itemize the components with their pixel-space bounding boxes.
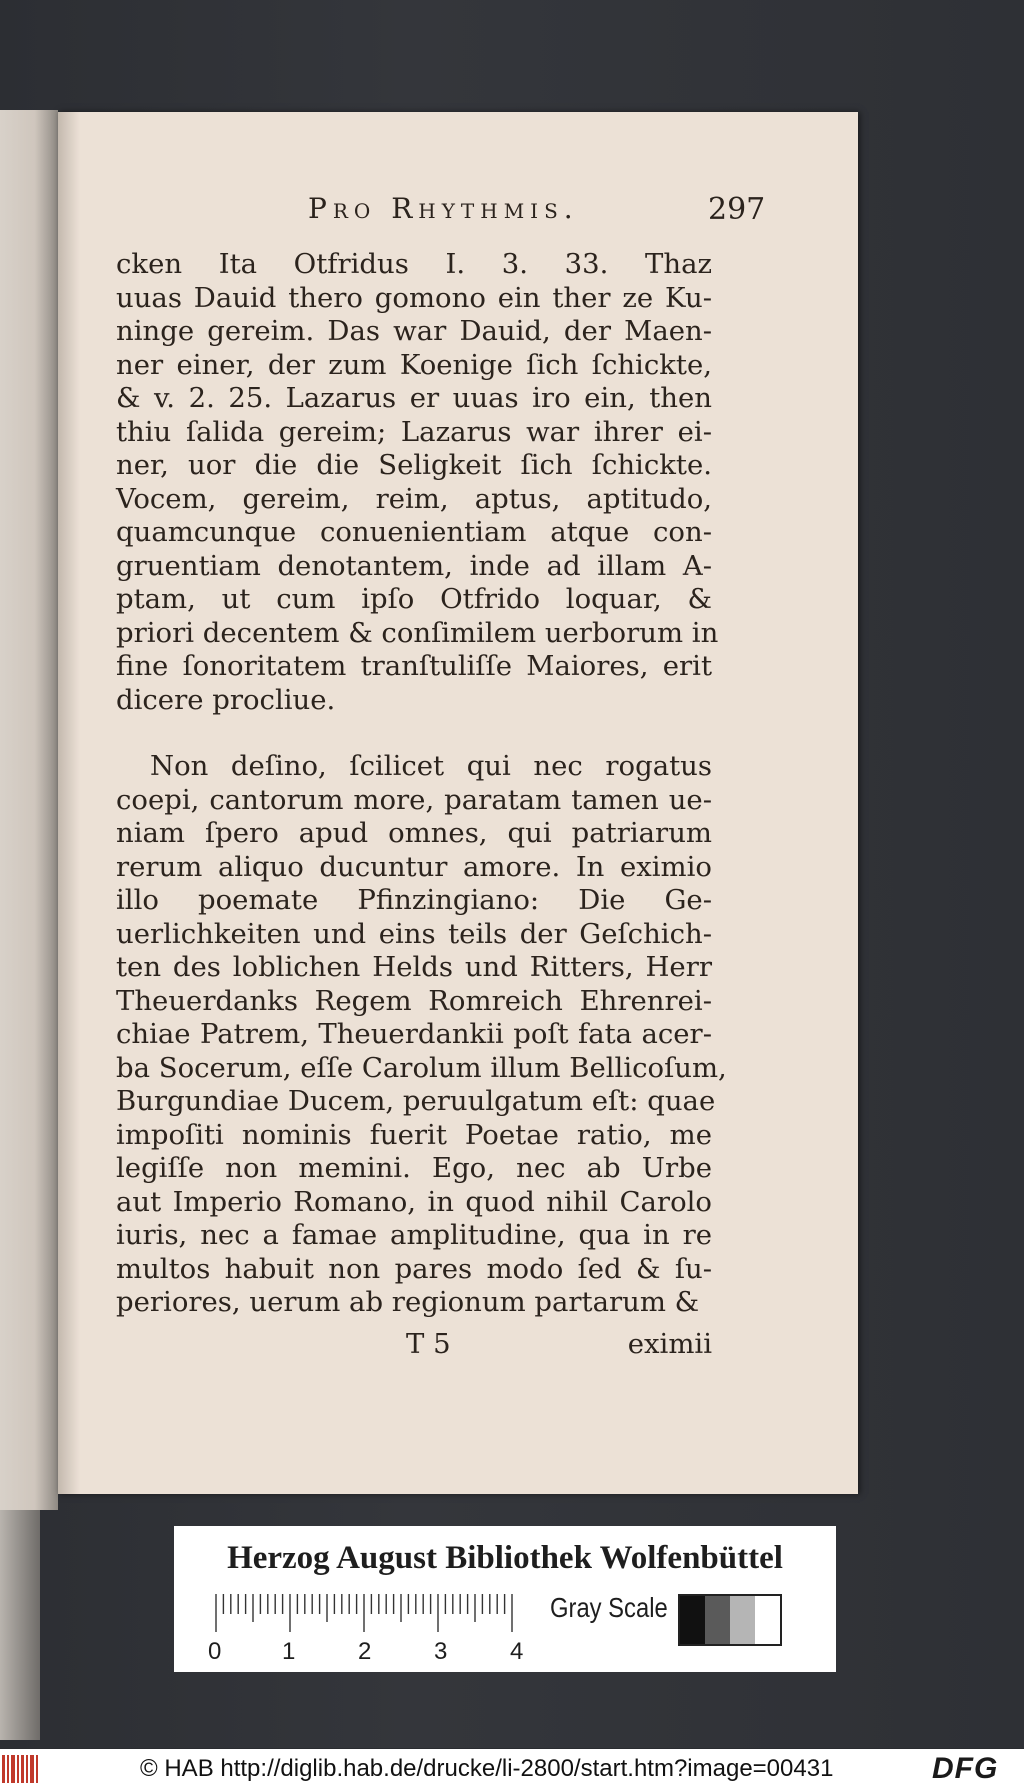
catchword: eximii bbox=[627, 1328, 712, 1360]
text-line: multos habuit non pares modo ſed & ſu- bbox=[116, 1252, 712, 1285]
text-line: uerlichkeiten und eins teils der Geſchich- bbox=[116, 917, 712, 950]
dfg-logo: DFG bbox=[932, 1752, 999, 1785]
scale-number: 4 bbox=[510, 1638, 524, 1665]
library-color-card bbox=[174, 1526, 836, 1672]
gray-swatch bbox=[705, 1596, 730, 1644]
text-line: Burgundiae Ducem, peruulgatum eſt: quae bbox=[116, 1085, 716, 1117]
text-line: ner einer, der zum Koenige ſich ſchickte, bbox=[116, 348, 712, 381]
text-line: thiu ſalida gereim; Lazarus war ihrer ei- bbox=[116, 415, 712, 448]
footer-bar bbox=[0, 1749, 1024, 1789]
paragraph-2 bbox=[116, 750, 727, 1320]
text-line: iuris, nec a famae amplitudine, qua in re bbox=[116, 1219, 712, 1251]
text-line: illo poemate Pfinzingiano: Die Ge- bbox=[116, 884, 712, 916]
text-line: chiae Patrem, Theuerdankii poſt fata acer- bbox=[116, 1018, 712, 1050]
copyright-link[interactable]: © HAB http://diglib.hab.de/drucke/li-2800/start.htm?image=00431 bbox=[140, 1755, 834, 1782]
text-line: dicere procliue. bbox=[116, 683, 336, 716]
text-line: impoſiti nominis fuerit Poetae ratio, me bbox=[116, 1118, 712, 1151]
text-line: gruentiam denotantem, inde ad illam A- bbox=[116, 549, 712, 582]
text-line: ninge gereim. Das war Dauid, der Maen- bbox=[116, 315, 712, 347]
text-line: ner, uor die die Seligkeit ſich ſchickte. bbox=[116, 449, 712, 481]
text-line: niam ſpero apud omnes, qui patriarum bbox=[116, 817, 712, 849]
library-name: Herzog August Bibliothek Wolfenbüttel bbox=[227, 1540, 783, 1576]
gray-swatch bbox=[730, 1596, 755, 1644]
gutter-shadow bbox=[58, 112, 80, 1494]
ruler-ticks bbox=[214, 1594, 514, 1634]
text-line: ptam, ut cum ipſo Otfrido loquar, & bbox=[116, 583, 712, 615]
body-text bbox=[116, 248, 727, 1320]
paragraph-1 bbox=[116, 248, 719, 717]
gray-swatch bbox=[680, 1596, 705, 1644]
book-edge bbox=[0, 1510, 40, 1740]
text-line: ba Socerum, eſſe Carolum illum Bellicoſum, bbox=[116, 1051, 727, 1084]
page-footer-line bbox=[116, 1328, 712, 1362]
scale-number: 2 bbox=[358, 1638, 372, 1665]
gray-scale-swatches bbox=[678, 1594, 782, 1646]
scale-number: 1 bbox=[282, 1638, 296, 1665]
text-line: coepi, cantorum more, paratam tamen ue- bbox=[116, 783, 712, 816]
signature-mark: T 5 bbox=[406, 1328, 451, 1360]
text-line: uuas Dauid thero gomono ein ther ze Ku- bbox=[116, 281, 712, 314]
page-number: 297 bbox=[708, 192, 766, 227]
text-line: aut Imperio Romano, in quod nihil Carolo bbox=[116, 1185, 712, 1218]
text-line: & v. 2. 25. Lazarus er uuas iro ein, then bbox=[116, 382, 712, 414]
text-line: legiſſe non memini. Ego, nec ab Urbe bbox=[116, 1152, 712, 1184]
text-line: Vocem, gereim, reim, aptus, aptitudo, bbox=[116, 482, 712, 515]
text-line: fine ſonoritatem tranſtuliſſe Maiores, erit bbox=[116, 650, 712, 682]
scale-number: 0 bbox=[208, 1638, 222, 1665]
text-line: cken Ita Otfridus I. 3. 33. Thaz bbox=[116, 248, 712, 280]
paragraph-gap bbox=[116, 717, 712, 750]
ruler-scale bbox=[208, 1594, 524, 1665]
text-line: periores, uerum ab regionum partarum & bbox=[116, 1286, 700, 1318]
facing-page-edge bbox=[0, 110, 58, 1510]
text-line: ten des loblichen Helds und Ritters, Herr bbox=[116, 951, 712, 983]
gray-scale-label: Gray Scale bbox=[550, 1592, 668, 1623]
gray-swatch bbox=[755, 1596, 780, 1644]
text-line: priori decentem & conſimilem uerborum in bbox=[116, 616, 719, 649]
page-header bbox=[58, 192, 858, 232]
text-line: Theuerdanks Regem Romreich Ehrenrei- bbox=[116, 984, 712, 1017]
barcode-icon bbox=[2, 1755, 42, 1783]
scale-number: 3 bbox=[434, 1638, 448, 1665]
text-line: rerum aliquo ducuntur amore. In eximio bbox=[116, 850, 712, 883]
text-line: quamcunque conuenientiam atque con- bbox=[116, 516, 712, 548]
running-head: Pro Rhythmis. bbox=[308, 192, 579, 225]
text-line: Non deſino, ſcilicet qui nec rogatus bbox=[150, 750, 712, 782]
